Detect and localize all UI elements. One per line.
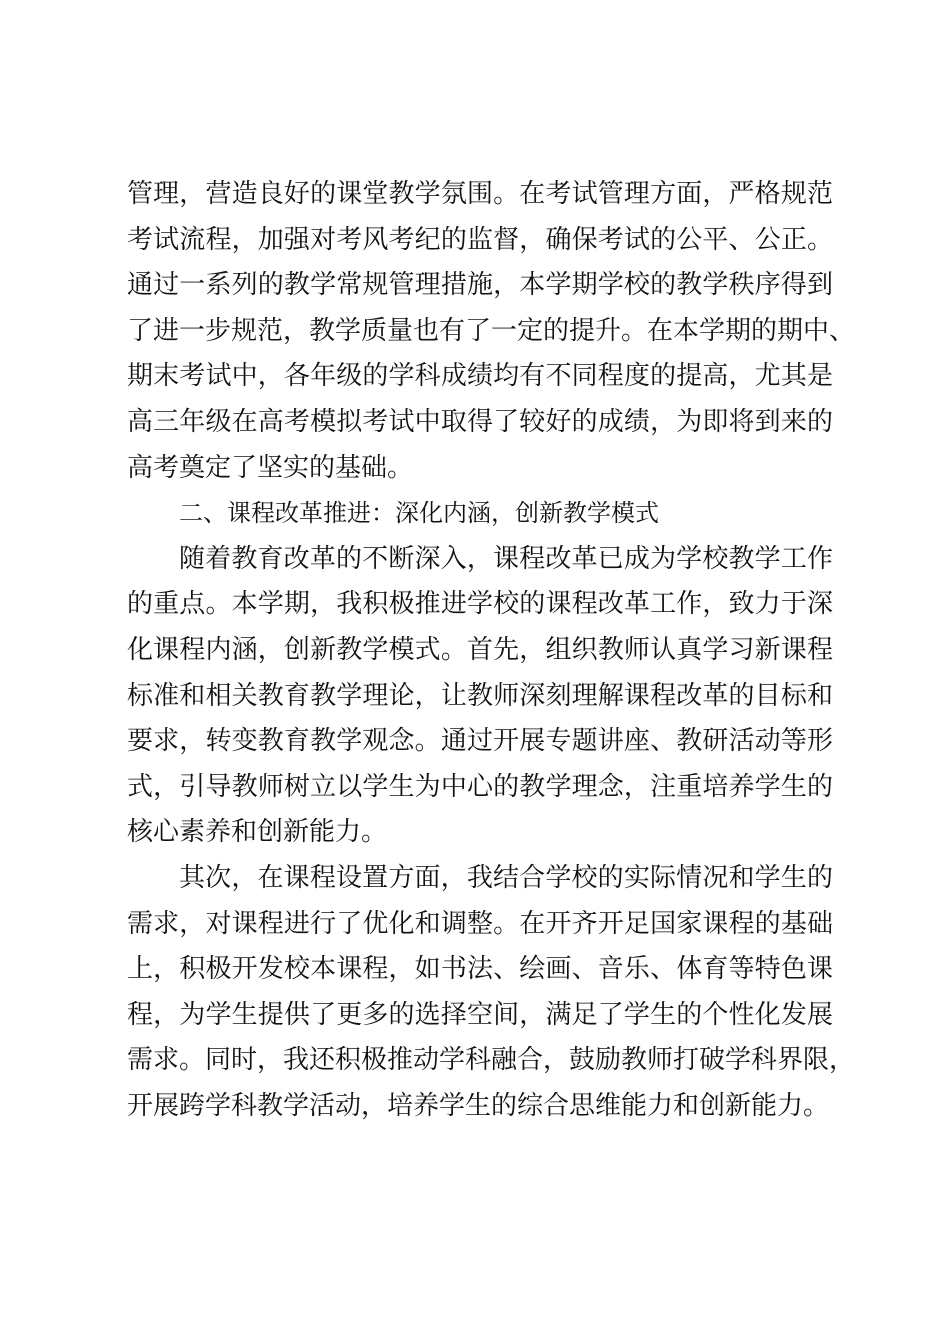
text-line: 核心素养和创新能力。 [127,817,388,848]
text-line: 要求，转变教育教学观念。通过开展专题讲座、教研活动等形 [127,726,833,757]
text-line: 开展跨学科教学活动，培养学生的综合思维能力和创新能力。 [127,1090,830,1121]
text-line: 随着教育改革的不断深入，课程改革已成为学校教学工作 [179,543,833,574]
text-line: 式，引导教师树立以学生为中心的教学理念，注重培养学生的 [127,771,833,802]
paragraph-teaching-management [127,172,856,491]
text-line: 标准和相关教育教学理论，让教师深刻理解课程改革的目标和 [127,680,833,711]
text-line: 其次，在课程设置方面，我结合学校的实际情况和学生的 [179,862,833,893]
text-line: 高考奠定了坚实的基础。 [127,452,414,483]
text-line: 考试流程，加强对考风考纪的监督，确保考试的公平、公正。 [127,224,833,255]
text-line: 了进一步规范，教学质量也有了一定的提升。在本学期的期中、 [127,315,856,346]
text-line: 化课程内涵，创新教学模式。首先，组织教师认真学习新课程 [127,634,833,665]
text-line: 通过一系列的教学常规管理措施，本学期学校的教学秩序得到 [127,270,833,301]
text-line: 高三年级在高考模拟考试中取得了较好的成绩，为即将到来的 [127,406,833,437]
paragraph-curriculum-reform [127,537,833,856]
text-line: 需求，对课程进行了优化和调整。在开齐开足国家课程的基础 [127,908,833,939]
text-line: 管理，营造良好的课堂教学氛围。在考试管理方面，严格规范 [127,179,833,209]
paragraph-course-setting [127,856,856,1130]
text-line: 需求。同时，我还积极推动学科融合，鼓励教师打破学科界限， [127,1045,856,1076]
text-line: 上，积极开发校本课程，如书法、绘画、音乐、体育等特色课 [127,954,833,985]
section-heading-text: 二、课程改革推进：深化内涵，创新教学模式 [179,499,659,528]
text-line: 期末考试中，各年级的学科成绩均有不同程度的提高，尤其是 [127,361,833,392]
text-line: 程，为学生提供了更多的选择空间，满足了学生的个性化发展 [127,999,833,1030]
text-line: 的重点。本学期，我积极推进学校的课程改革工作，致力于深 [127,589,833,620]
section-heading [127,491,833,537]
document-body [127,172,856,1129]
